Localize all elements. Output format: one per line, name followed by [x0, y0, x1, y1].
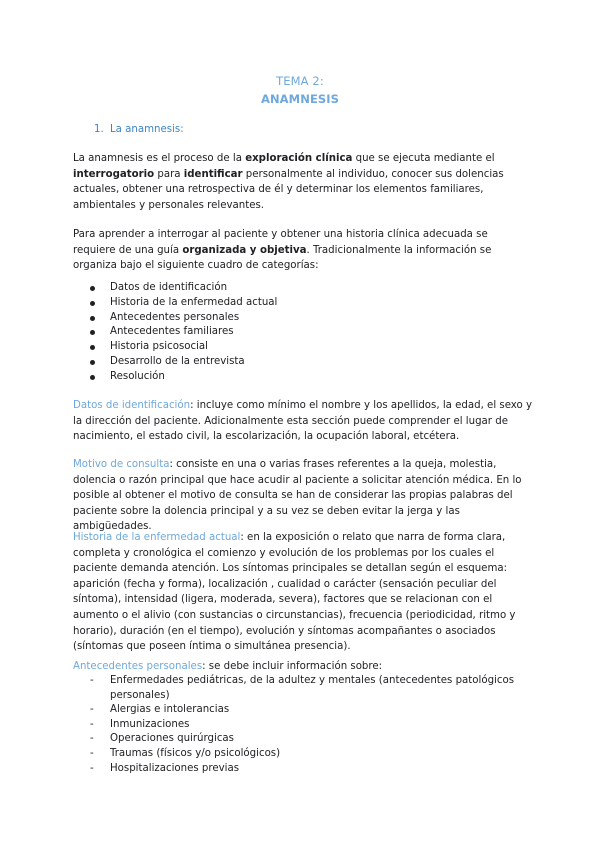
section-heading — [94, 124, 184, 135]
list-item: Historia de la enfermedad actual — [90, 296, 277, 311]
intro-text: que se ejecuta mediante el — [352, 153, 495, 164]
antecedentes-text: : se debe incluir información sobre: — [202, 661, 383, 672]
list-item: Resolución — [90, 370, 277, 385]
historia-term: Historia de la enfermedad actual — [73, 532, 241, 543]
datos-paragraph — [73, 398, 533, 445]
motivo-paragraph — [73, 457, 533, 535]
intro-text: La anamnesis es el proceso de la — [73, 153, 246, 164]
section-number: 1. — [94, 124, 104, 135]
datos-text: : incluye como mínimo el nombre y los apellidos, la edad, el sexo y la dirección del paciente. Adicionalmente esta sección puede comprender el lugar de nacimiento, el estado civil, la escolarización, la ocupación laboral, etcétera. — [73, 400, 533, 443]
antecedentes-term: Antecedentes personales — [73, 661, 203, 672]
list-item: - Hospitalizaciones previas — [90, 762, 520, 777]
list-item: Desarrollo de la entrevista — [90, 355, 277, 370]
list-item: - Inmunizaciones — [90, 718, 520, 733]
historia-text: : en la exposición o relato que narra de forma clara, completa y cronológica el comienzo y evolución de los problemas por los cuales el paciente demanda atención. Los síntomas principales se detallan según el esquema: aparición (fecha y forma), localización , cualidad o carácter (sensación peculiar del síntoma), intensidad (ligera, moderada, severa), factores que se relacionan con el aumento o el alivio (con sustancias o circunstancias), frecuencia (periodicidad, ritmo y horario), duración (en el tiempo), evolución y síntomas acompañantes o asociados (síntomas que poseen íntima o simultánea presencia). — [73, 532, 516, 653]
list-item: Antecedentes familiares — [90, 325, 277, 340]
list-item: Datos de identificación — [90, 281, 277, 296]
motivo-term: Motivo de consulta — [73, 459, 170, 470]
antecedentes-list — [90, 674, 520, 776]
intro-text: personalmente al individuo, conocer sus dolencias actuales, obtener una retrospectiva de él y determinar los elementos familiares, ambientales y personales relevantes. — [73, 168, 504, 211]
motivo-text: : consiste en una o varias frases referentes a la queja, molestia, dolencia o razón principal que hace acudir al paciente a solicitar atención médica. En lo posible al obtener el motivo de consulta se han de considerar las propias palabras del paciente sobre la dolencia principal y a su vez se deben evitar la jerga y las ambigüedades. — [73, 459, 522, 533]
historia-paragraph — [73, 530, 533, 655]
guide-text: . Tradicionalmente la información se organiza bajo el siguiente cuadro de categorías: — [73, 244, 492, 272]
intro-bold-interrogatorio: interrogatorio — [73, 168, 155, 180]
topic-number: TEMA 2: — [276, 74, 324, 88]
list-item: Historia psicosocial — [90, 340, 277, 355]
datos-term: Datos de identificación — [73, 400, 191, 411]
guide-paragraph — [73, 227, 533, 274]
section-heading-label: La anamnesis: — [110, 124, 184, 135]
list-item: - Operaciones quirúrgicas — [90, 732, 520, 747]
intro-paragraph — [73, 151, 533, 213]
guide-bold-organizada: organizada y objetiva — [182, 244, 307, 256]
categories-list — [90, 281, 277, 385]
intro-text: para — [154, 168, 184, 180]
intro-bold-exploracion: exploración clínica — [245, 153, 353, 164]
list-item: - Alergias e intolerancias — [90, 703, 520, 718]
list-item: - Traumas (físicos y/o psicológicos) — [90, 747, 520, 762]
page-title: ANAMNESIS — [260, 92, 340, 106]
antecedentes-paragraph — [73, 659, 533, 675]
intro-bold-identificar: identificar — [183, 168, 243, 180]
guide-text: Para aprender a interrogar al paciente y obtener una historia clínica adecuada se requiere de una guía — [73, 229, 488, 256]
list-item: - Enfermedades pediátricas, de la adultez y mentales (antecedentes patológicos personales) — [90, 674, 520, 703]
list-item: Antecedentes personales — [90, 311, 277, 326]
